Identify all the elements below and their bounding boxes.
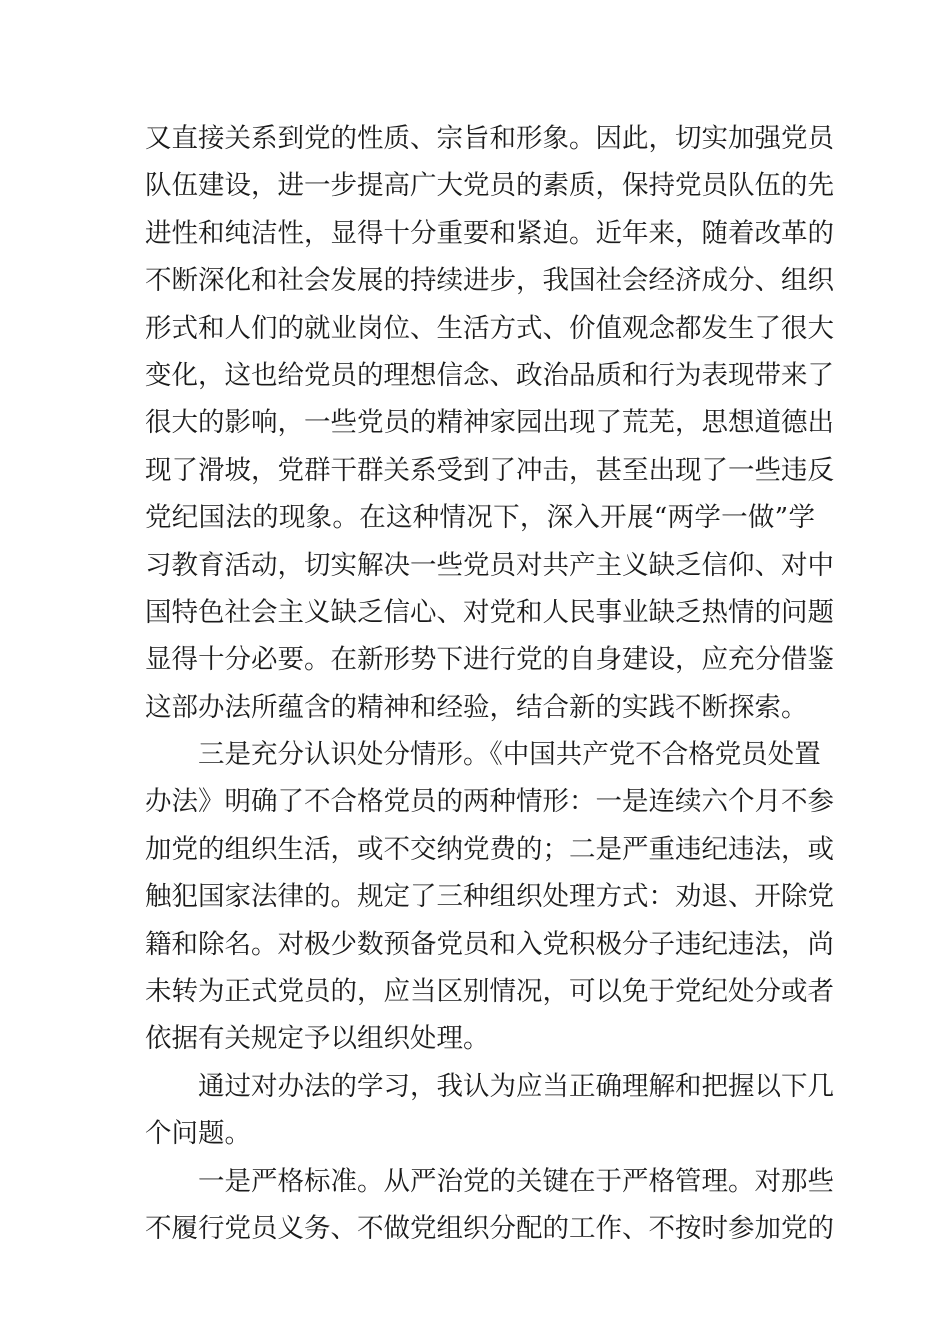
text-line: 依据有关规定予以组织处理。 [145,1023,490,1055]
paragraph-start-line: 三是充分认识处分情形。《中国共产党不合格党员处置 [198,739,821,771]
text-line: 又直接关系到党的性质、宗旨和形象。因此，切实加强党员 [145,123,834,154]
text-line: 很大的影响，一些党员的精神家园出现了荒芜，思想道德出 [145,407,834,439]
text-line: 显得十分必要。在新形势下进行党的自身建设，应充分借鉴 [145,644,834,676]
paragraph-start-line: 一是严格标准。从严治党的关键在于严格管理。对那些 [198,1165,834,1197]
text-line: 党纪国法的现象。在这种情况下，深入开展“两学一做”学 [145,502,815,534]
body-text [145,115,834,1252]
text-line: 习教育活动，切实解决一些党员对共产主义缺乏信仰、对中 [145,549,834,581]
text-line: 未转为正式党员的，应当区别情况，可以免于党纪处分或者 [145,976,834,1008]
text-line: 形式和人们的就业岗位、生活方式、价值观念都发生了很大 [145,312,834,344]
text-line: 国特色社会主义缺乏信心、对党和人民事业缺乏热情的问题 [145,596,834,628]
text-line: 办法》明确了不合格党员的两种情形：一是连续六个月不参 [145,786,834,818]
text-line: 触犯国家法律的。规定了三种组织处理方式：劝退、开除党 [145,881,834,913]
text-line: 不断深化和社会发展的持续进步，我国社会经济成分、组织 [145,265,834,297]
text-line: 队伍建设，进一步提高广大党员的素质，保持党员队伍的先 [145,170,834,202]
text-line: 加党的组织生活，或不交纳党费的；二是严重违纪违法，或 [145,833,834,865]
text-line: 现了滑坡，党群干群关系受到了冲击，甚至出现了一些违反 [145,454,834,486]
text-line: 变化，这也给党员的理想信念、政治品质和行为表现带来了 [145,359,834,391]
text-line: 籍和除名。对极少数预备党员和入党积极分子违纪违法，尚 [145,928,834,960]
text-line: 个问题。 [145,1118,251,1150]
text-line: 不履行党员义务、不做党组织分配的工作、不按时参加党的 [145,1212,834,1244]
text-line: 进性和纯洁性，显得十分重要和紧迫。近年来，随着改革的 [145,217,834,249]
paragraph-start-line: 通过对办法的学习，我认为应当正确理解和把握以下几 [198,1070,834,1102]
text-line: 这部办法所蕴含的精神和经验，结合新的实践不断探索。 [145,691,808,723]
